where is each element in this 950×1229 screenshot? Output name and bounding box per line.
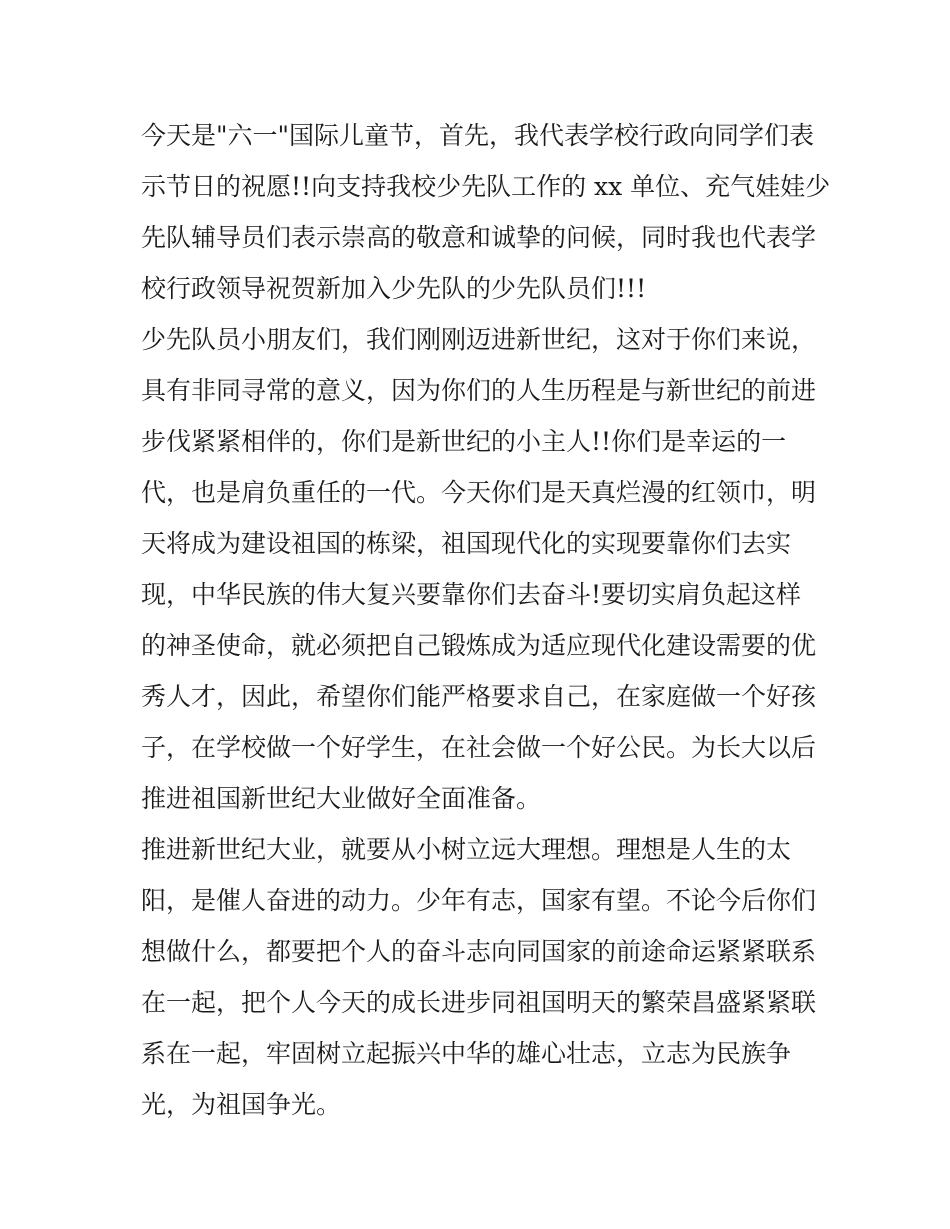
document-body [141,110,831,1130]
text-line: 秀人才，因此，希望你们能严格要求自己，在家庭做一个好孩 [141,682,817,711]
text-line: 具有非同寻常的意义，因为你们的人生历程是与新世纪的前进 [141,376,817,405]
text-line: 阳，是催人奋进的动力。少年有志，国家有望。不论今后你们 [141,886,817,915]
text-line: 想做什么，都要把个人的奋斗志向同国家的前途命运紧紧联系 [141,937,817,966]
text-line: 先队辅导员们表示崇高的敬意和诚挚的问候，同时我也代表学 [141,223,817,252]
text-line: 光，为祖国争光。 [141,1090,342,1119]
text-line: 子，在学校做一个好学生，在社会做一个好公民。为长大以后 [141,733,817,762]
text-line: 步伐紧紧相伴的，你们是新世纪的小主人!!你们是幸运的一 [141,427,787,456]
text-line: 今天是"六一"国际儿童节，首先，我代表学校行政向同学们表 [141,121,815,150]
text-line: 推进新世纪大业，就要从小树立远大理想。理想是人生的太 [141,835,792,864]
text-line: 示节日的祝愿!!向支持我校少先队工作的 xx 单位、充气娃娃少 [141,172,831,201]
text-line: 天将成为建设祖国的栋梁，祖国现代化的实现要靠你们去实 [141,529,792,558]
paragraph-2 [141,314,821,824]
text-line: 系在一起，牢固树立起振兴中华的雄心壮志，立志为民族争 [141,1039,792,1068]
text-line: 代，也是肩负重任的一代。今天你们是天真烂漫的红领巾，明 [141,478,817,507]
text-line: 的神圣使命，就必须把自己锻炼成为适应现代化建设需要的优 [141,631,817,660]
text-line: 在一起，把个人今天的成长进步同祖国明天的繁荣昌盛紧紧联 [141,988,817,1017]
paragraph-3 [141,824,821,1130]
text-line: 少先队员小朋友们，我们刚刚迈进新世纪，这对于你们来说， [141,325,817,354]
text-line: 校行政领导祝贺新加入少先队的少先队员们!!! [141,274,647,303]
text-line: 现，中华民族的伟大复兴要靠你们去奋斗!要切实肩负起这样 [141,580,802,609]
text-line: 推进祖国新世纪大业做好全面准备。 [141,784,542,813]
paragraph-1 [141,110,831,314]
